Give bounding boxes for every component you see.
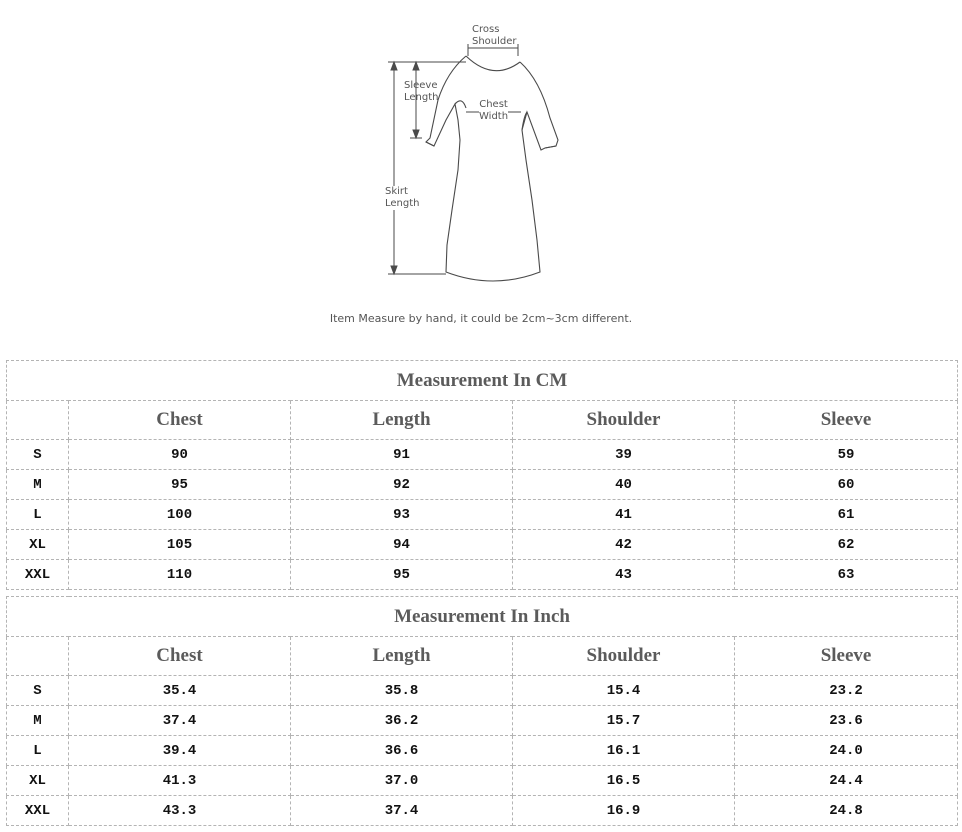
shoulder-cell: 40 <box>513 470 735 500</box>
size-cell: S <box>7 676 69 706</box>
size-cell: XXL <box>7 560 69 590</box>
shoulder-cell: 16.5 <box>513 766 735 796</box>
column-header-shoulder: Shoulder <box>513 637 735 676</box>
column-header-chest: Chest <box>69 637 291 676</box>
table-row <box>7 500 958 530</box>
header-corner-cell <box>7 401 69 440</box>
length-cell: 35.8 <box>291 676 513 706</box>
size-cell: L <box>7 500 69 530</box>
chest-cell: 39.4 <box>69 736 291 766</box>
shoulder-cell: 43 <box>513 560 735 590</box>
length-cell: 92 <box>291 470 513 500</box>
column-header-chest: Chest <box>69 401 291 440</box>
table-row <box>7 736 958 766</box>
header-corner-cell <box>7 637 69 676</box>
shoulder-cell: 39 <box>513 440 735 470</box>
column-header-length: Length <box>291 637 513 676</box>
size-table-cm <box>6 360 958 590</box>
sleeve-length-label-line2: Length <box>404 92 439 103</box>
chest-cell: 41.3 <box>69 766 291 796</box>
size-cell: M <box>7 706 69 736</box>
chest-cell: 100 <box>69 500 291 530</box>
shoulder-cell: 42 <box>513 530 735 560</box>
header-row <box>7 637 958 676</box>
sleeve-cell: 62 <box>735 530 958 560</box>
header-row <box>7 401 958 440</box>
shoulder-cell: 16.9 <box>513 796 735 826</box>
sleeve-cell: 59 <box>735 440 958 470</box>
table-row <box>7 440 958 470</box>
table-row <box>7 766 958 796</box>
sleeve-cell: 61 <box>735 500 958 530</box>
sleeve-cell: 23.6 <box>735 706 958 736</box>
table-row <box>7 796 958 826</box>
column-header-sleeve: Sleeve <box>735 401 958 440</box>
size-table-inch <box>6 596 958 826</box>
table-title-cm: Measurement In CM <box>7 361 958 401</box>
chest-width-label-line1: Chest <box>479 99 508 110</box>
table-title-inch: Measurement In Inch <box>7 597 958 637</box>
measurement-note: Item Measure by hand, it could be 2cm~3cm different. <box>329 312 633 325</box>
shoulder-cell: 41 <box>513 500 735 530</box>
column-header-shoulder: Shoulder <box>513 401 735 440</box>
skirt-length-label-line2: Length <box>385 198 420 209</box>
length-cell: 94 <box>291 530 513 560</box>
table-row <box>7 706 958 736</box>
length-cell: 95 <box>291 560 513 590</box>
dress-measurement-diagram <box>0 0 962 340</box>
table-row <box>7 470 958 500</box>
chest-cell: 90 <box>69 440 291 470</box>
sleeve-length-label-line1: Sleeve <box>404 80 438 91</box>
size-cell: XL <box>7 530 69 560</box>
chest-cell: 95 <box>69 470 291 500</box>
length-cell: 37.4 <box>291 796 513 826</box>
length-cell: 37.0 <box>291 766 513 796</box>
chest-cell: 110 <box>69 560 291 590</box>
column-header-length: Length <box>291 401 513 440</box>
chest-cell: 35.4 <box>69 676 291 706</box>
size-cell: S <box>7 440 69 470</box>
cross-shoulder-label-line1: Cross <box>472 24 500 35</box>
size-cell: L <box>7 736 69 766</box>
length-cell: 91 <box>291 440 513 470</box>
length-cell: 36.6 <box>291 736 513 766</box>
cross-shoulder-label-line2: Shoulder <box>472 36 517 47</box>
sleeve-cell: 24.4 <box>735 766 958 796</box>
size-cell: XXL <box>7 796 69 826</box>
length-cell: 93 <box>291 500 513 530</box>
table-row <box>7 676 958 706</box>
sleeve-length-label <box>404 80 439 104</box>
cross-shoulder-label <box>472 24 517 48</box>
skirt-length-label <box>385 186 420 210</box>
column-header-sleeve: Sleeve <box>735 637 958 676</box>
sleeve-cell: 63 <box>735 560 958 590</box>
table-row <box>7 560 958 590</box>
sleeve-cell: 24.0 <box>735 736 958 766</box>
chest-cell: 37.4 <box>69 706 291 736</box>
sleeve-cell: 23.2 <box>735 676 958 706</box>
length-cell: 36.2 <box>291 706 513 736</box>
chest-cell: 43.3 <box>69 796 291 826</box>
size-cell: XL <box>7 766 69 796</box>
size-cell: M <box>7 470 69 500</box>
shoulder-cell: 15.4 <box>513 676 735 706</box>
chest-width-label-line2: Width <box>479 111 509 122</box>
shoulder-cell: 16.1 <box>513 736 735 766</box>
sleeve-cell: 60 <box>735 470 958 500</box>
shoulder-cell: 15.7 <box>513 706 735 736</box>
chest-width-label <box>479 99 508 123</box>
chest-cell: 105 <box>69 530 291 560</box>
sleeve-cell: 24.8 <box>735 796 958 826</box>
skirt-length-label-line1: Skirt <box>385 186 408 197</box>
table-row <box>7 530 958 560</box>
